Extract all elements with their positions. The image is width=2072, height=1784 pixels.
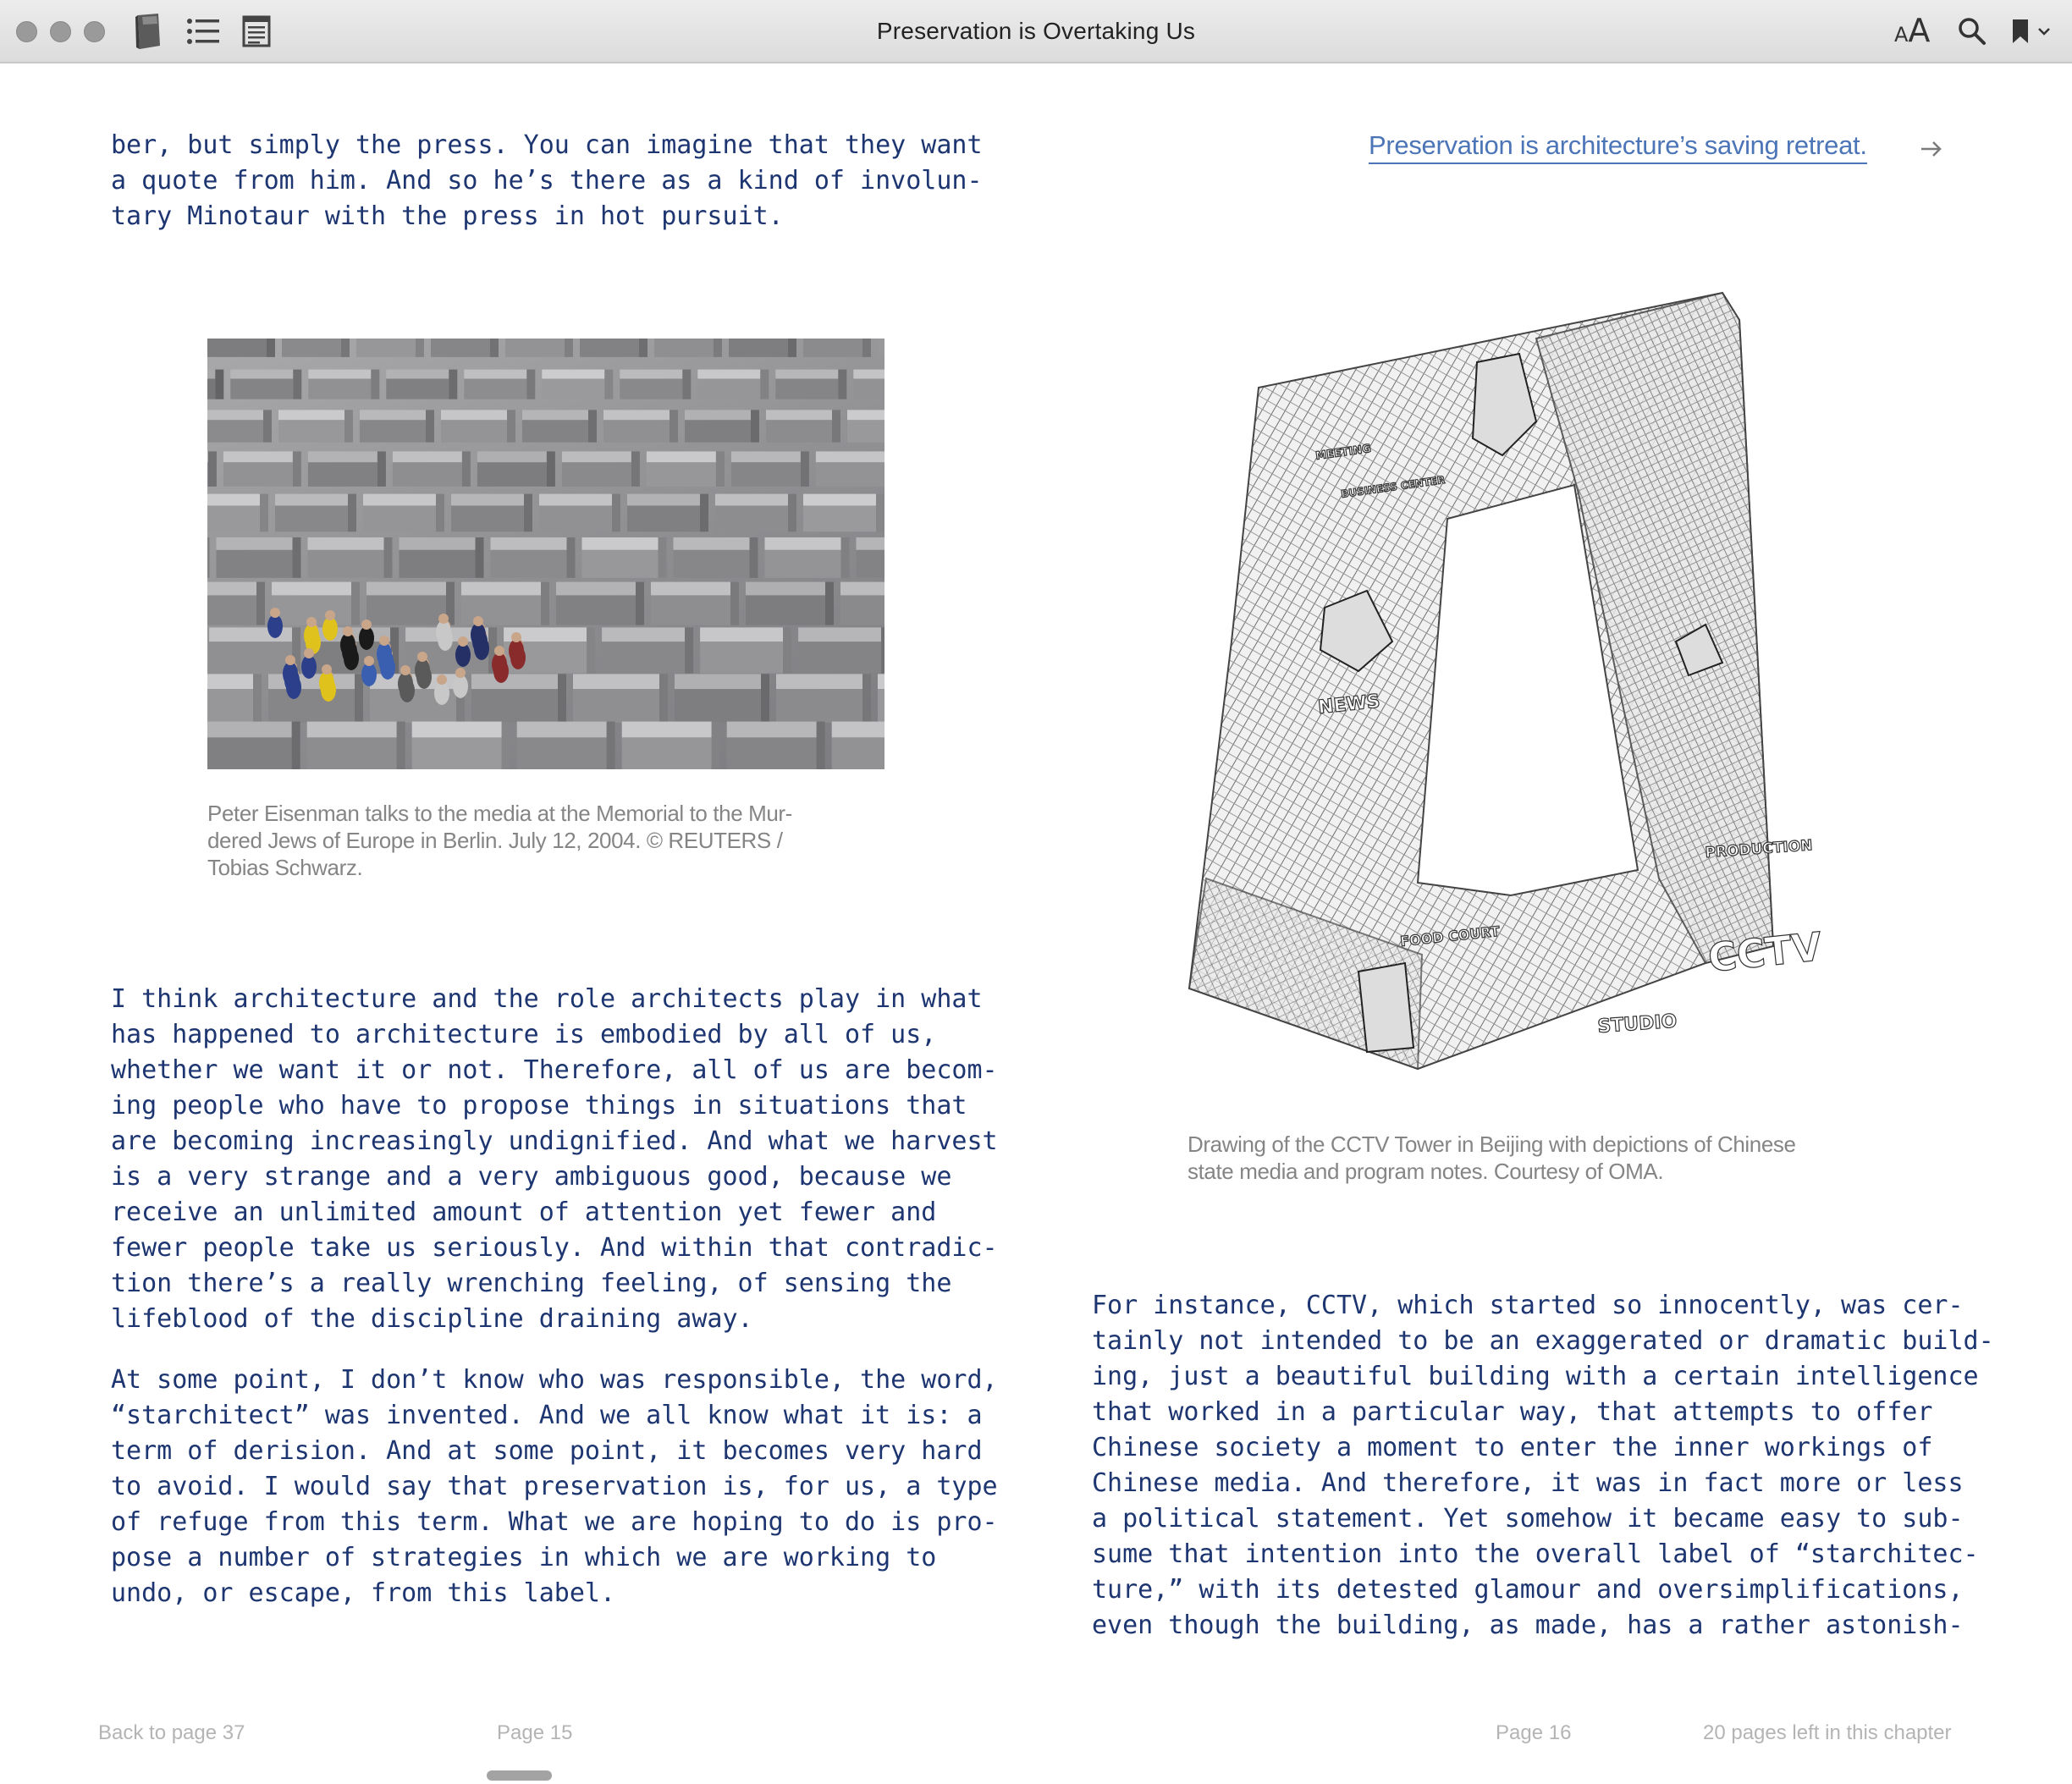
bookmark-icon[interactable]: [2008, 12, 2033, 51]
back-to-page-link[interactable]: Back to page 37: [98, 1721, 245, 1744]
window-title: Preservation is Overtaking Us: [876, 18, 1196, 44]
meeting-label: MEETING: [1314, 442, 1372, 463]
memorial-photo: [207, 339, 884, 769]
title-bar: [0, 0, 2072, 63]
cctv-tower-drawing: [1181, 286, 1849, 1073]
list-icon[interactable]: [185, 12, 222, 51]
news-label: NEWS: [1317, 691, 1381, 719]
font-size-big-label: A: [1908, 12, 1931, 49]
pull-quote-link[interactable]: Preservation is architecture’s saving retreat.: [1369, 129, 1867, 164]
font-size-small-label: A: [1894, 23, 1909, 47]
production-label: PRODUCTION: [1704, 837, 1814, 862]
drawing-caption: Drawing of the CCTV Tower in Beijing with depictions of Chinese state media and program notes. Courtesy of OMA.: [1188, 1132, 1796, 1184]
pages-left-indicator: 20 pages left in this chapter: [1703, 1721, 1952, 1744]
business-center-label: BUSINESS CENTER: [1340, 473, 1447, 500]
left-paragraph-2: I think architecture and the role architects play in what has happened to architecture is embodied by all of us, whether we want it or not. Therefore, all of us are becom- ing people who have to propose things in situations that are becoming increasingly undignified. And what we harvest is a very strange and a very ambiguous good, because we receive an unlimited amount of attention yet fewer and fewer people take us seriously. And within that contradic- tion there’s a really wrenching feeling, of sensing the lifeblood of the discipline draining away.: [111, 984, 998, 1334]
left-paragraph-3: At some point, I don’t know who was responsible, the word, “starchitect” was invented. And we all know what it is: a term of derision. And at some point, it becomes very hard to avoid. I would say that preservation is, for us, a type of refuge from this term. What we are hoping to do is pro- pose a number of strategies in which we are working to undo, or escape, from this label.: [111, 1365, 998, 1608]
close-window-button[interactable]: [16, 21, 37, 42]
zoom-window-button[interactable]: [84, 21, 105, 42]
arrow-right-icon[interactable]: [1918, 129, 1945, 162]
right-page-number: Page 16: [1496, 1721, 1572, 1744]
book-icon[interactable]: [130, 12, 168, 51]
chevron-down-icon[interactable]: [2035, 12, 2053, 51]
photo-caption: Peter Eisenman talks to the media at the Memorial to the Mur- dered Jews of Europe in Berlin. July 12, 2004. © REUTERS / Tobias Schwarz.: [207, 801, 792, 880]
right-paragraph-1: For instance, CCTV, which started so innocently, was cer- tainly not intended to be an exaggerated or dramatic build- ing, just a beautiful building with a certain intelligence that worked in a particular way, that attempts to offer Chinese society a moment to enter the inner workings of Chinese media. And therefore, it was in fact more or less a political statement. Yet somehow it became easy to sub- sume that intention into the overall label of “starchitec- ture,” with its detested glamour and oversimplifications, even though the building, as made, has a rather astonish-: [1092, 1291, 1994, 1640]
left-paragraph-1: ber, but simply the press. You can imagine that they want a quote from him. And so he’s there as a kind of involun- tary Minotaur with the press in hot pursuit.: [111, 130, 983, 231]
font-size-button[interactable]: [1894, 12, 1930, 51]
notes-icon[interactable]: [240, 12, 273, 51]
minimize-window-button[interactable]: [50, 21, 71, 42]
left-page-number: Page 15: [497, 1721, 573, 1744]
cctv-label: CCTV: [1706, 923, 1824, 981]
food-court-label: FOOD COURT: [1399, 922, 1501, 950]
page-scroll-indicator[interactable]: [487, 1770, 552, 1781]
studio-label: STUDIO: [1596, 1010, 1678, 1038]
search-icon[interactable]: [1955, 12, 1989, 51]
